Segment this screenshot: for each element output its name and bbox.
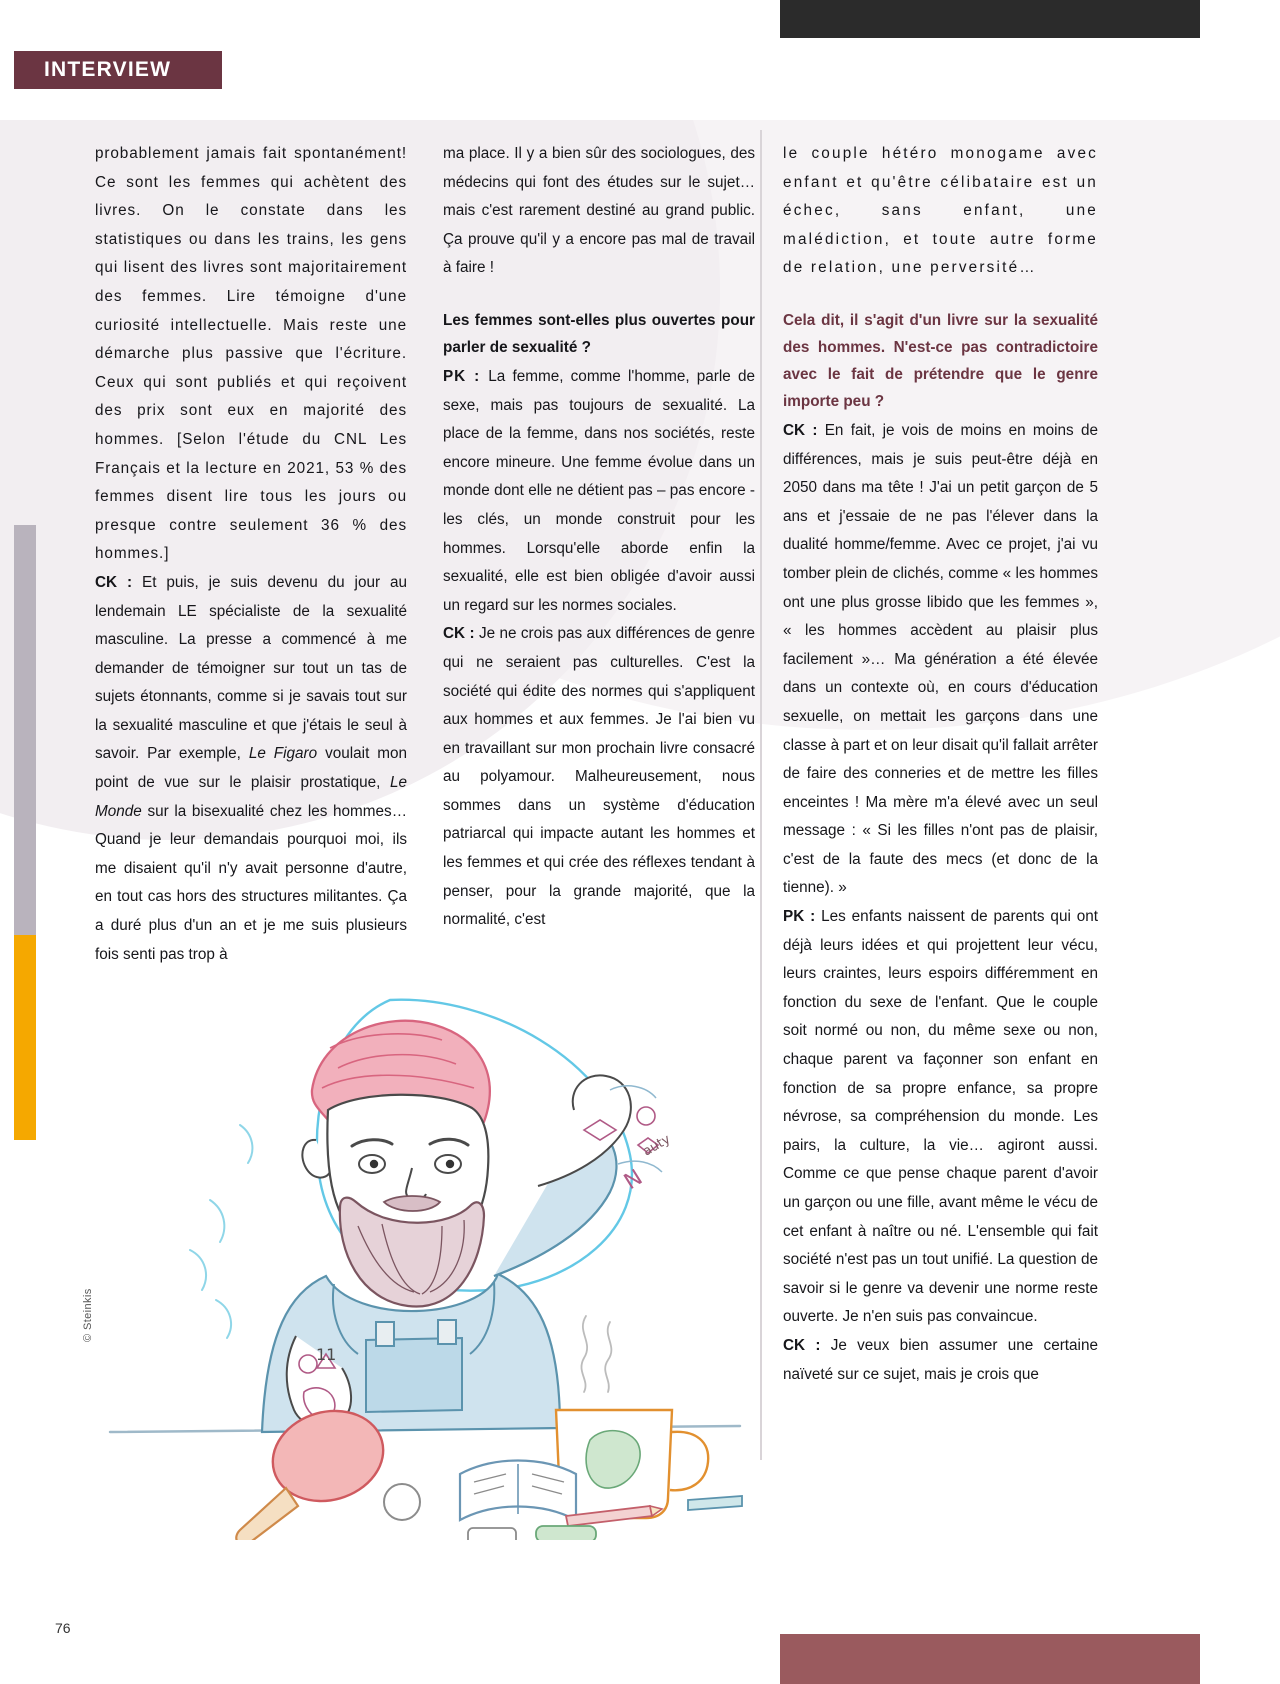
italic-title: Le Figaro — [248, 745, 318, 763]
illustration — [90, 940, 755, 1540]
left-grey-accent-bar — [14, 525, 36, 935]
paragraph: probablement jamais fait spontanément! Ce sont les femmes qui achètent des livres. On le constate dans les statistiques ou dans les trains, les gens qui lisent des livres sont majoritairement des femmes. Lire témoigne d'une curiosité intellectuelle. Mais reste une démarche plus passive que l'écriture. Ceux qui sont publiés et qui reçoivent des prix sont eux en majorité des hommes. [Selon l'étude du CNL Les Français et la lecture en 2021, 53 % des femmes disent lire tous les jours ou presque contre seulement 36 % des hommes.] — [95, 145, 407, 563]
speaker-label: PK : — [783, 908, 822, 926]
question-heading: Cela dit, il s'agit d'un livre sur la sexualité des hommes. N'est-ce pas contradictoire avec le fait de prétendre que le genre importe peu ? — [783, 311, 1098, 410]
paragraph-text: Je veux bien assumer une certaine naïveté sur ce sujet, mais je crois que — [783, 1336, 1098, 1383]
paragraph-text: Les enfants naissent de parents qui ont déjà leurs idées et qui projettent leur vécu, leurs craintes, leurs espoirs différemment en fonction du sexe de l'enfant. Que le couple soit normé ou non, du même sexe ou non, chaque parent va façonner son enfant en fonction de sa propre enfance, sa propre névrose, sa compréhension du monde. Les pairs, la culture, la vie… agiront aussi. Comme ce que pense chaque parent d'avoir un garçon ou une fille, avant même le vécu de cet enfant à naître ou né. L'ensemble qui fait société n'est pas un tout unifié. La question de savoir si le genre va devenir une norme reste ouverte. Je n'en suis pas convaincue. — [783, 908, 1098, 1326]
top-dark-accent-bar — [780, 0, 1200, 38]
text-column-1 — [95, 140, 407, 969]
paragraph: le couple hétéro monogame avec enfant et qu'être célibataire est un échec, sans enfant, une malédiction, et toute autre forme de relation, une perversité… — [783, 145, 1098, 277]
question-heading: Les femmes sont-elles plus ouvertes pour parler de sexualité ? — [443, 311, 755, 356]
paragraph-text: La femme, comme l'homme, parle de sexe, mais pas toujours de sexualité. La place de la femme, dans nos sociétés, reste encore mineure. Une femme évolue dans un monde dont elle ne détient pas – pas encore - les clés, un monde construit pour les hommes. Lorsqu'elle aborde enfin la sexualité, elle est bien obligée d'avoir aussi un regard sur les normes sociales. — [443, 367, 755, 614]
paragraph-text: Je ne crois pas aux différences de genre qui ne seraient pas culturelles. C'est la société qui édite des normes qui s'appliquent aux hommes et aux femmes. Je l'ai bien vu en travaillant sur mon prochain livre consacré au polyamour. Malheureusement, nous sommes dans un système d'éducation patriarcal qui impacte autant les hommes et les femmes et qui crée des réflexes tendant à penser, pour la grande majorité, que la normalité, c'est — [443, 625, 755, 929]
paragraph — [783, 1332, 1098, 1389]
svg-text:auty: auty — [640, 1131, 674, 1160]
paragraph-text: voulait mon point de vue sur le plaisir prostatique, — [95, 745, 407, 792]
paragraph-text: Et puis, je suis devenu du jour au lendemain LE spécialiste de la sexualité masculine. La presse a commencé à me demander de témoigner sur tout un tas de sujets étonnants, comme si je savais tout sur la sexualité masculine et que j'étais le seul à savoir. Par exemple, — [95, 573, 407, 763]
speaker-label: PK : — [443, 367, 489, 385]
svg-text:N: N — [619, 1165, 648, 1196]
paragraph — [443, 363, 755, 620]
paragraph — [443, 620, 755, 935]
paragraph: ma place. Il y a bien sûr des sociologues, des médecins qui font des études sur le sujet… mais c'est rarement destiné au grand public. Ça prouve qu'il y a encore pas mal de travail à faire ! — [443, 145, 755, 277]
paragraph-text: En fait, je vois de moins en moins de différences, mais je suis peut-être déjà en 2050 dans ma tête ! J'ai un petit garçon de 5 ans et j'essaie de ne pas l'élever dans la dualité homme/femme. Avec ce projet, j'ai vu tomber plein de clichés, comme « les hommes ont une plus grosse libido que les femmes », « les hommes accèdent au plaisir plus facilement »… Ma génération a été élevée dans un contexte où, en cours d'éducation sexuelle, on mettait les garçons dans une classe à part et on leur disait qu'il fallait arrêter de faire des conneries et de mettre les filles enceintes ! Ma mère m'a élevé avec un seul message : « Si les filles n'ont pas de plaisir, c'est de la faute des mecs (et donc de la tienne). » — [783, 421, 1098, 897]
section-tag: INTERVIEW — [14, 51, 222, 89]
paragraph — [783, 417, 1098, 903]
left-yellow-accent-bar — [14, 935, 36, 1140]
paragraph-text: sur la bisexualité chez les hommes… Quand je leur demandais pourquoi moi, ils me disaient qu'il n'y avait personne d'autre, en tout cas hors des structures militantes. Ça a duré plus d'un an et je me suis plusieurs fois senti pas trop à — [95, 802, 407, 963]
text-column-2 — [443, 140, 755, 935]
speaker-label: CK : — [783, 1336, 831, 1354]
italic-title: Le Monde — [95, 774, 407, 820]
column-divider-rule — [760, 130, 762, 1460]
paragraph — [95, 569, 407, 969]
speaker-label: CK : — [443, 625, 479, 643]
page-number: 76 — [55, 1620, 71, 1636]
paragraph — [783, 903, 1098, 1332]
bottom-maroon-accent-bar — [780, 1634, 1200, 1684]
speaker-label: CK : — [95, 573, 143, 591]
illustration-credit: © Steinkis — [82, 1288, 94, 1342]
speaker-label: CK : — [783, 421, 825, 439]
svg-text:11: 11 — [316, 1345, 337, 1364]
text-column-3 — [783, 140, 1098, 1389]
